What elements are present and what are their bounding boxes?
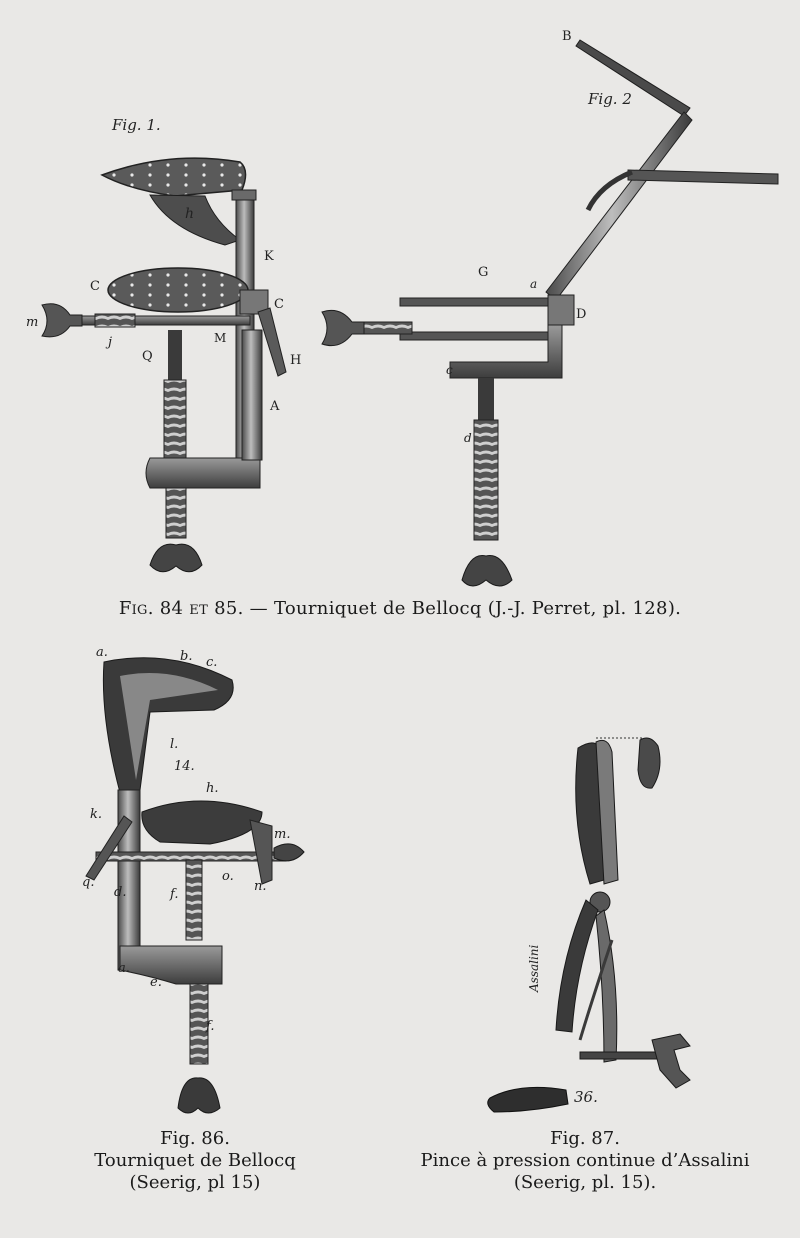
fig86-clamp-base bbox=[120, 946, 222, 984]
main-caption-prefix: Fig. 84 et 85. — bbox=[118, 598, 274, 619]
fig87-maker-mark: Assalini bbox=[527, 944, 541, 992]
fig1-label: Fig. 1. bbox=[112, 116, 161, 134]
fig1-letter-a: A bbox=[270, 399, 280, 414]
fig1-screw-thread bbox=[164, 380, 186, 470]
fig2-rod-screw bbox=[362, 322, 412, 334]
fig2-tourniquet-drawing bbox=[322, 29, 778, 586]
fig87-handle-left bbox=[556, 900, 598, 1032]
main-caption-text: Tourniquet de Bellocq (J.-J. Perret, pl. 128). bbox=[273, 598, 682, 619]
fig86-letter-o: o. bbox=[222, 869, 234, 884]
fig87-caption bbox=[420, 1128, 750, 1194]
fig86-caption bbox=[60, 1128, 330, 1194]
fig86-letter-a-bottom: a. bbox=[118, 961, 130, 976]
fig1-bar-a bbox=[242, 330, 262, 460]
fig87-forceps-drawing bbox=[488, 738, 690, 1112]
fig86-letter-m: m. bbox=[274, 827, 291, 842]
fig86-number-14: 14. bbox=[174, 759, 195, 774]
fig1-tourniquet-drawing bbox=[26, 116, 301, 572]
fig2-letter-a: a bbox=[530, 277, 538, 291]
fig1-clamp-base bbox=[146, 458, 260, 488]
fig2-screw-thread bbox=[474, 420, 498, 540]
fig2-diagonal-arm bbox=[546, 112, 692, 300]
fig86-tourniquet-drawing bbox=[82, 645, 304, 1113]
fig1-letter-m: m bbox=[26, 315, 39, 330]
fig1-letter-c-right: C bbox=[274, 297, 284, 312]
fig87-number-36: 36. bbox=[574, 1088, 598, 1106]
fig87-ratchet bbox=[652, 1034, 690, 1088]
fig2-letter-c: c bbox=[446, 363, 453, 377]
fig2-foot bbox=[462, 556, 512, 587]
fig1-letter-q: Q bbox=[142, 349, 153, 364]
fig86-lower-pad bbox=[142, 801, 262, 844]
fig2-wingnut bbox=[322, 310, 364, 345]
fig86-caption-line3: (Seerig, pl 15) bbox=[129, 1172, 261, 1193]
fig1-lower-screw bbox=[166, 488, 186, 538]
fig86-caption-line2: Tourniquet de Bellocq bbox=[94, 1150, 296, 1171]
fig2-letter-d-small: d bbox=[464, 431, 472, 445]
fig2-letter-d: D bbox=[576, 307, 587, 322]
fig87-handle-right bbox=[596, 910, 617, 1062]
fig86-letter-b: b. bbox=[180, 649, 193, 664]
fig86-foot bbox=[178, 1078, 220, 1113]
fig86-letter-q: q. bbox=[82, 875, 95, 890]
fig1-letter-m-cap: M bbox=[214, 331, 227, 345]
fig86-letter-h: h. bbox=[206, 781, 219, 796]
fig86-letter-e: e. bbox=[150, 975, 162, 990]
fig87-caption-line3: (Seerig, pl. 15). bbox=[513, 1172, 657, 1193]
fig2-label: Fig. 2 bbox=[588, 90, 632, 108]
fig1-letter-h-cap: H bbox=[290, 353, 302, 368]
fig86-letter-n: n. bbox=[254, 879, 267, 894]
fig1-column-cap bbox=[232, 190, 256, 200]
fig86-column bbox=[118, 790, 140, 970]
fig2-block-d bbox=[548, 295, 574, 325]
fig87-caption-line2: Pince à pression continue d’Assalini bbox=[420, 1150, 750, 1171]
main-caption bbox=[0, 598, 800, 619]
fig1-upper-pad bbox=[102, 158, 246, 196]
fig2-side-bar bbox=[628, 170, 778, 184]
fig1-wingnut-m bbox=[42, 304, 82, 337]
fig86-letter-k: k. bbox=[90, 807, 103, 822]
fig1-rod-screw bbox=[95, 314, 135, 327]
fig87-pad bbox=[638, 738, 660, 788]
fig1-strap-h bbox=[150, 195, 240, 245]
fig86-wingnut bbox=[274, 844, 304, 861]
fig86-letter-c: c. bbox=[206, 655, 218, 670]
fig2-frame-bottom bbox=[400, 332, 550, 340]
fig2-letter-g: G bbox=[478, 265, 489, 280]
fig86-letter-l: l. bbox=[170, 737, 179, 752]
fig1-foot bbox=[150, 544, 202, 572]
fig86-letter-f-lower: f. bbox=[206, 1019, 215, 1034]
fig87-caption-line1: Fig. 87. bbox=[550, 1128, 620, 1149]
fig1-letter-c-left: C bbox=[90, 279, 100, 294]
fig86-pad-inner bbox=[120, 673, 218, 780]
fig1-lower-pad bbox=[108, 268, 248, 312]
fig86-letter-d: d. bbox=[114, 885, 127, 900]
fig1-letter-h: h bbox=[185, 206, 195, 222]
fig1-letter-j: j bbox=[108, 335, 113, 350]
fig86-letter-f-upper: f. bbox=[170, 887, 179, 902]
fig86-letter-a-top: a. bbox=[96, 645, 108, 660]
fig1-letter-k: K bbox=[264, 249, 274, 264]
fig87-handle-grip bbox=[488, 1087, 568, 1112]
fig86-screw-shaft bbox=[186, 860, 202, 940]
fig2-letter-b: B bbox=[562, 29, 572, 44]
fig2-frame-top bbox=[400, 298, 550, 306]
fig86-caption-line1: Fig. 86. bbox=[160, 1128, 230, 1149]
